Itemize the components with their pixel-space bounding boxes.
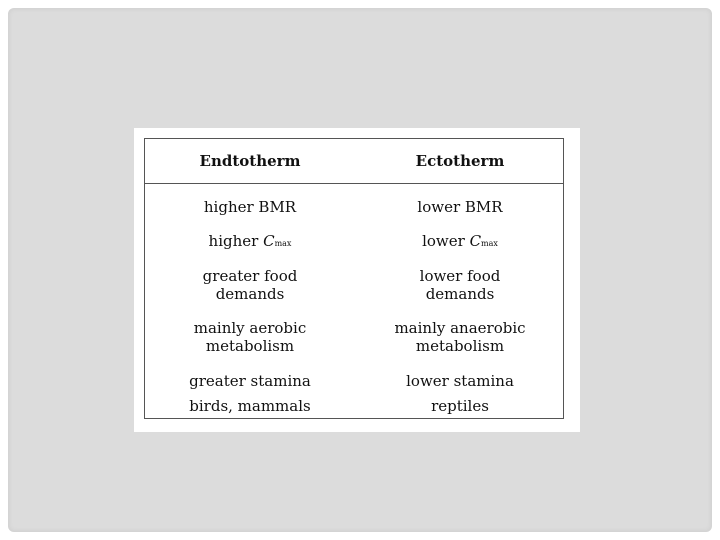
- metabolism-endotherm-line1: mainly aerobic: [193, 319, 307, 337]
- cell-examples-ectotherm: reptiles: [431, 397, 489, 415]
- cmax-ectotherm-var: C: [469, 232, 482, 250]
- food-endotherm-line2: demands: [215, 285, 285, 303]
- food-endotherm-line1: greater food: [202, 267, 298, 285]
- cell-metabolism-ectotherm: [355, 319, 565, 355]
- cell-stamina-ectotherm: lower stamina: [406, 372, 514, 390]
- cmax-endotherm-prefix: higher: [208, 232, 264, 250]
- cmax-ectotherm-sub: max: [481, 239, 498, 248]
- cell-food-ectotherm: [355, 267, 565, 303]
- cmax-ectotherm-prefix: lower: [422, 232, 470, 250]
- slide-background: [8, 8, 712, 532]
- metabolism-endotherm-line2: metabolism: [205, 337, 295, 355]
- cell-stamina-endotherm: greater stamina: [189, 372, 311, 390]
- comparison-table: [144, 138, 564, 419]
- metabolism-ectotherm-line2: metabolism: [415, 337, 505, 355]
- comparison-table-image: [134, 128, 580, 432]
- food-ectotherm-line1: lower food: [419, 267, 501, 285]
- cell-examples-endotherm: birds, mammals: [189, 397, 311, 415]
- cell-bmr-endotherm: higher BMR: [203, 198, 297, 216]
- food-ectotherm-line2: demands: [425, 285, 495, 303]
- cell-cmax-ectotherm: [355, 232, 565, 253]
- table-header-row: [145, 139, 563, 184]
- cmax-endotherm-var: C: [263, 232, 275, 250]
- cell-food-endotherm: [145, 267, 355, 303]
- header-endotherm: Endtotherm: [199, 152, 301, 170]
- cell-cmax-endotherm: [145, 232, 355, 253]
- cell-bmr-ectotherm: lower BMR: [417, 198, 503, 216]
- cmax-endotherm-sub: max: [274, 239, 292, 248]
- metabolism-ectotherm-line1: mainly anaerobic: [394, 319, 526, 337]
- cell-metabolism-endotherm: [145, 319, 355, 355]
- header-ectotherm: Ectotherm: [415, 152, 505, 170]
